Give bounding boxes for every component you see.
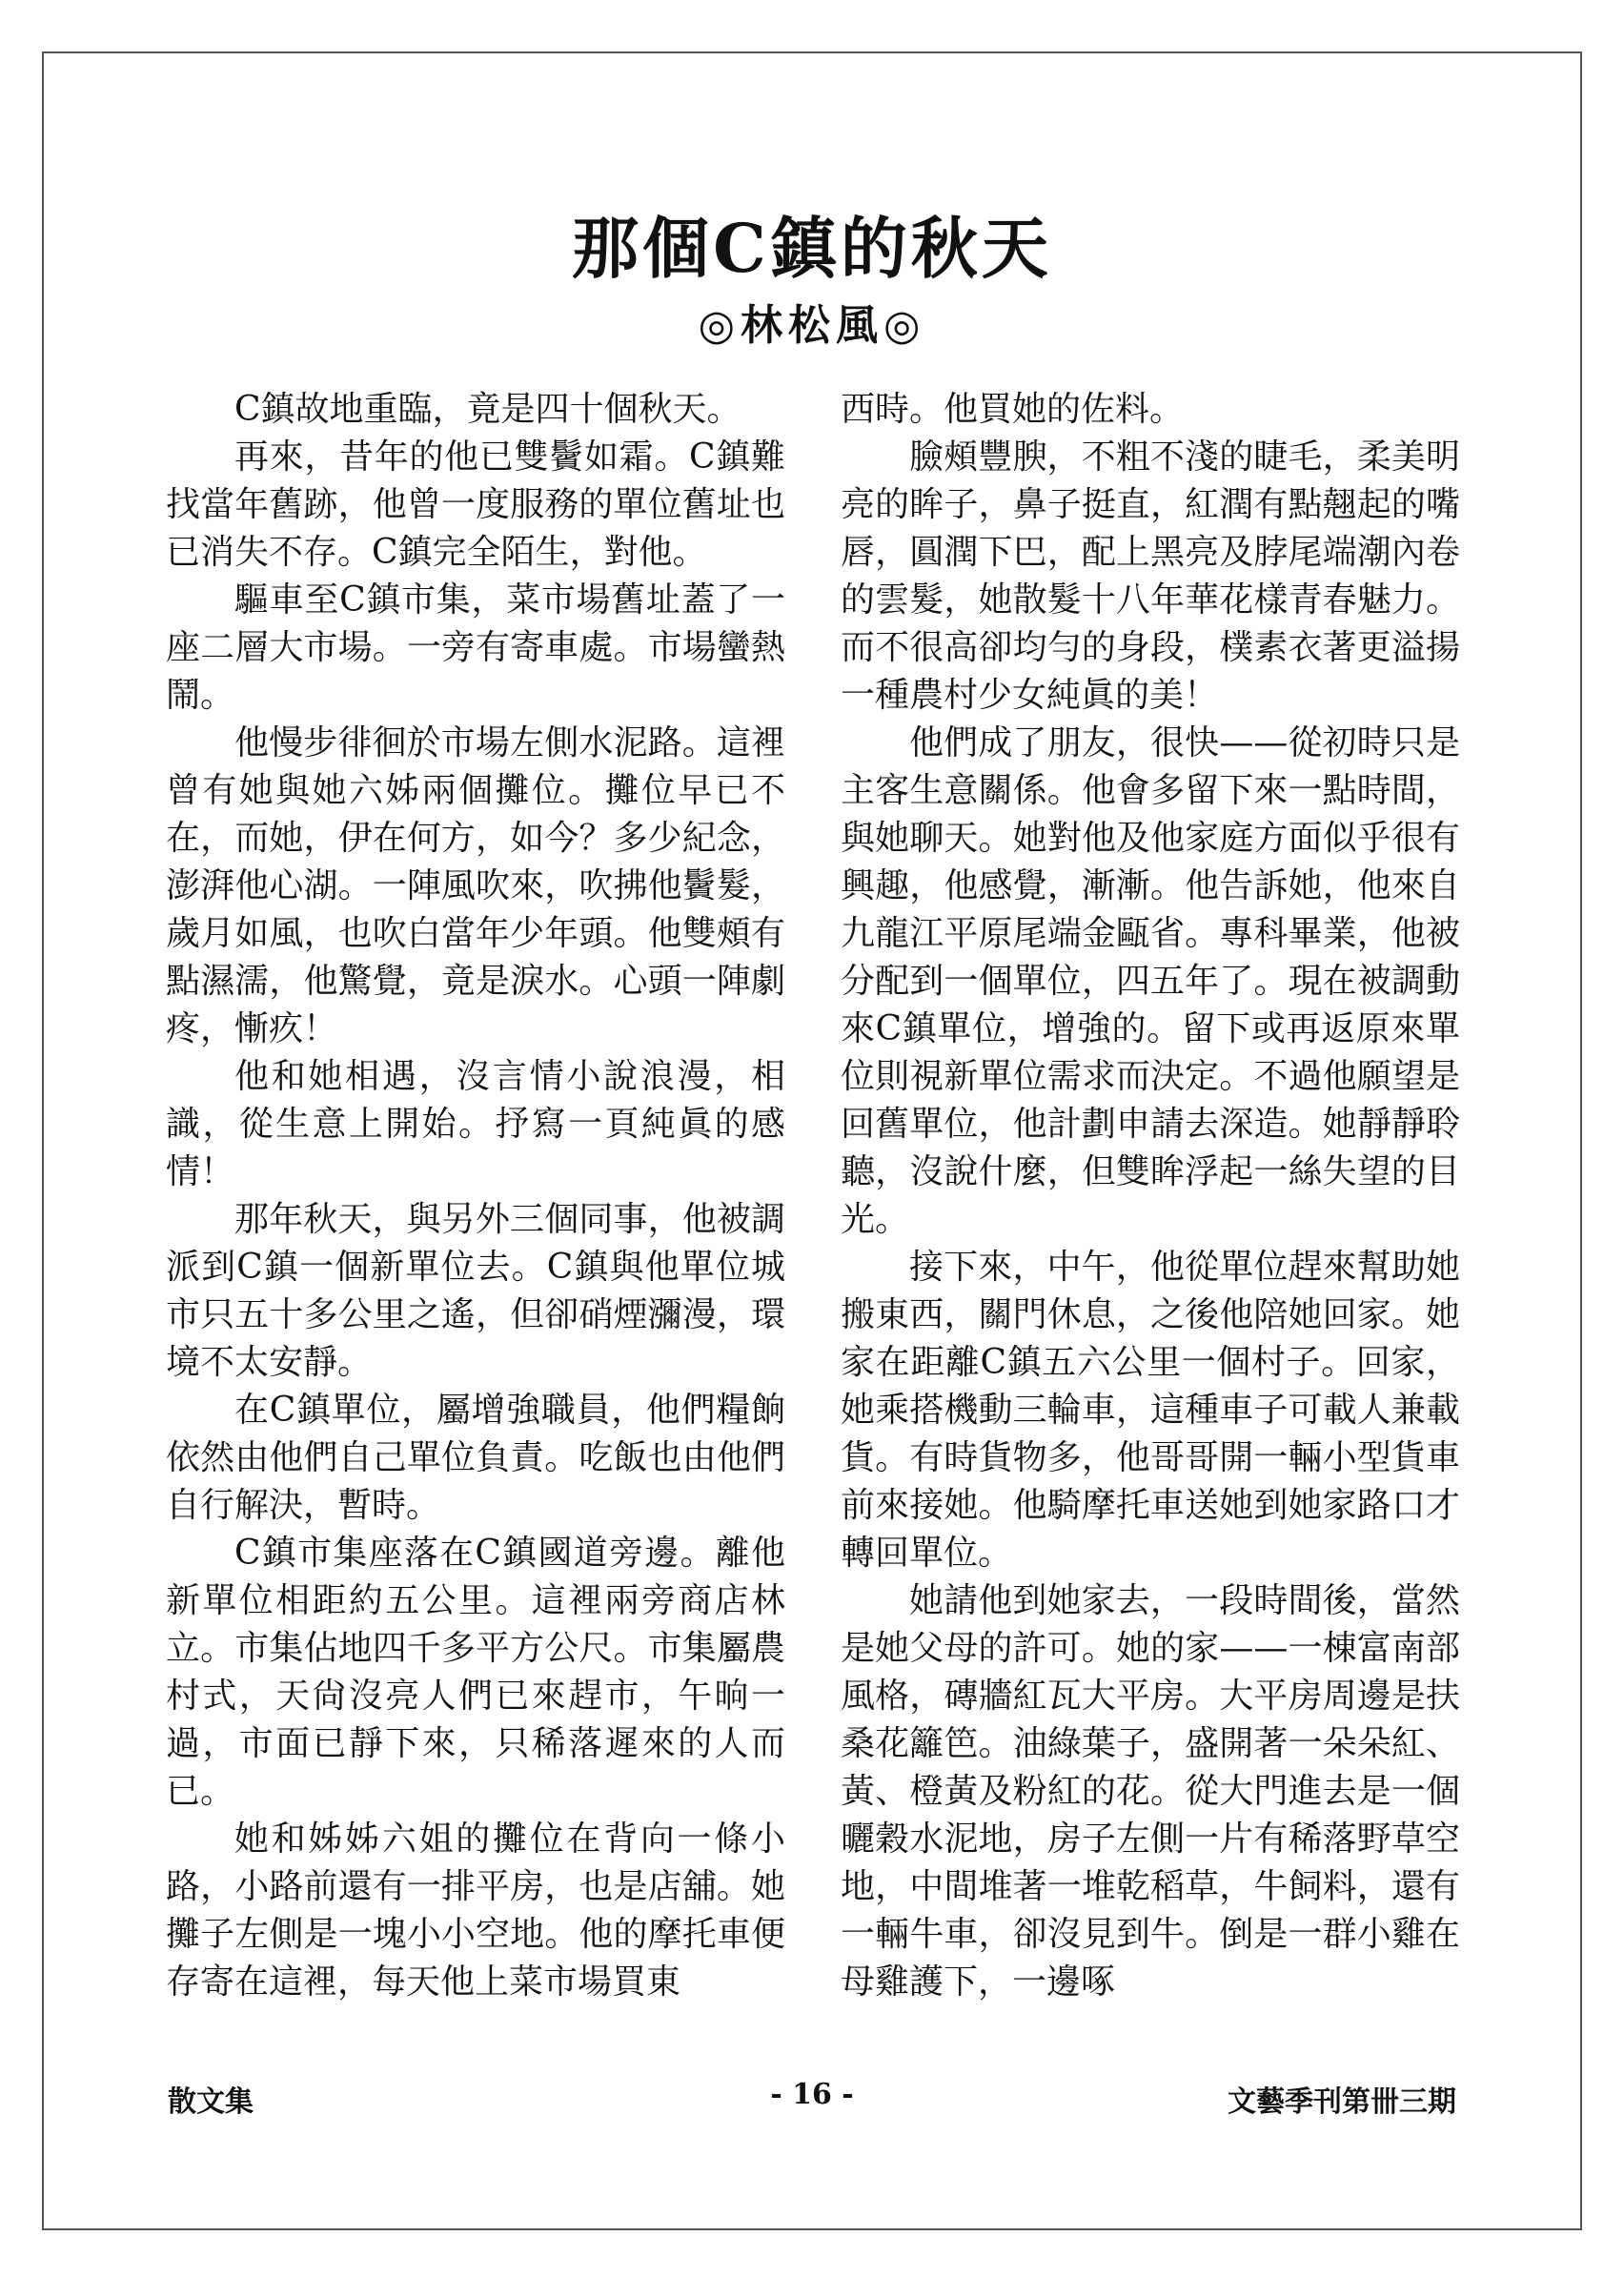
paragraph: 在C鎮單位，屬增強職員，他們糧餉依然由他們自己單位負責。吃飯也由他們自行解決，暫時。 [166,1391,785,1525]
paragraph: 臉頰豐腴，不粗不淺的睫毛，柔美明亮的眸子，鼻子挺直，紅潤有點翹起的嘴唇，圓潤下巴，配上黑亮及脖尾端潮內卷的雲髮，她散髮十八年華花樣青春魅力。而不很高卻均勻的身段，樸素衣著更溢揚一種農村少女純眞的美！ [841,437,1460,715]
paragraph: 驅車至C鎮市集，菜市場舊址蓋了一座二層大市場。一旁有寄車處。市場蠻熱鬧。 [166,580,785,715]
page-number: - 16 - [770,2078,854,2111]
paragraph: 他慢步徘徊於市場左側水泥路。這裡曾有她與她六姊兩個攤位。攤位早已不在，而她，伊在何方，如今？多少紀念，澎湃他心湖。一陣風吹來，吹拂他鬢髮，歲月如風，也吹白當年少年頭。他雙頰有點濕濡，他驚覺，竟是淚水。心頭一陣劇疼，慚疚！ [166,723,785,1048]
article-title: 那個C鎮的秋天 [572,209,1052,288]
paragraph: 接下來，中午，他從單位趕來幫助她搬東西，關門休息，之後他陪她回家。她家在距離C鎮五六公里一個村子。回家，她乘搭機動三輪車，這種車子可載人兼載貨。有時貨物多，他哥哥開一輛小型貨車前來接她。他騎摩托車送她到她家路口才轉回單位。 [841,1248,1460,1573]
author-byline: ◎林松風◎ [698,301,926,350]
right-column [841,386,1460,2006]
paragraph: 再來，昔年的他已雙鬢如霜。C鎮難找當年舊跡，他曾一度服務的單位舊址也已消失不存。C鎮完全陌生，對他。 [166,437,785,572]
paragraph: C鎮市集座落在C鎮國道旁邊。離他新單位相距約五公里。這裡兩旁商店林立。市集佔地四千多平方公尺。市集屬農村式，天尙沒亮人們已來趕市，午晌一過，市面已靜下來，只稀落遲來的人而已。 [166,1534,785,1811]
paragraph: 她請他到她家去，一段時間後，當然是她父母的許可。她的家——一棟富南部風格，磚牆紅瓦大平房。大平房周邊是扶桑花籬笆。油綠葉子，盛開著一朵朵紅、黃、橙黃及粉紅的花。從大門進去是一個曬穀水泥地，房子左側一片有稀落野草空地，中間堆著一堆乾稻草，牛飼料，還有一輛牛車，卻沒見到牛。倒是一群小雞在母雞護下，一邊啄 [841,1581,1460,2002]
paragraph: 那年秋天，與另外三個同事，他被調派到C鎮一個新單位去。C鎮與他單位城市只五十多公里之遙，但卻硝煙瀰漫，環境不太安靜。 [166,1200,785,1382]
paragraph: 他和她相遇，沒言情小說浪漫，相識，從生意上開始。抒寫一頁純眞的感情！ [166,1057,785,1191]
footer-publication: 文藝季刊第卌三期 [1228,2085,1456,2119]
paragraph: 她和姊姊六姐的攤位在背向一條小路，小路前還有一排平房，也是店舖。她攤子左側是一塊小小空地。他的摩托車便存寄在這裡，每天他上菜市場買東 [166,1820,785,2002]
paragraph: 他們成了朋友，很快——從初時只是主客生意關係。他會多留下來一點時間，與她聊天。她對他及他家庭方面似乎很有興趣，他感覺，漸漸。他告訴她，他來自九龍江平原尾端金甌省。專科畢業，他被分配到一個單位，四五年了。現在被調動來C鎮單位，增強的。留下或再返原來單位則視新單位需求而決定。不過他願望是回舊單位，他計劃申請去深造。她靜靜聆聽，沒說什麼，但雙眸浮起一絲失望的目光。 [841,723,1460,1239]
paragraph-continuation: 西時。他買她的佐料。 [841,390,1185,429]
footer-section-label: 散文集 [168,2085,254,2119]
left-column [166,386,785,2006]
paragraph: C鎮故地重臨，竟是四十個秋天。 [234,390,741,429]
